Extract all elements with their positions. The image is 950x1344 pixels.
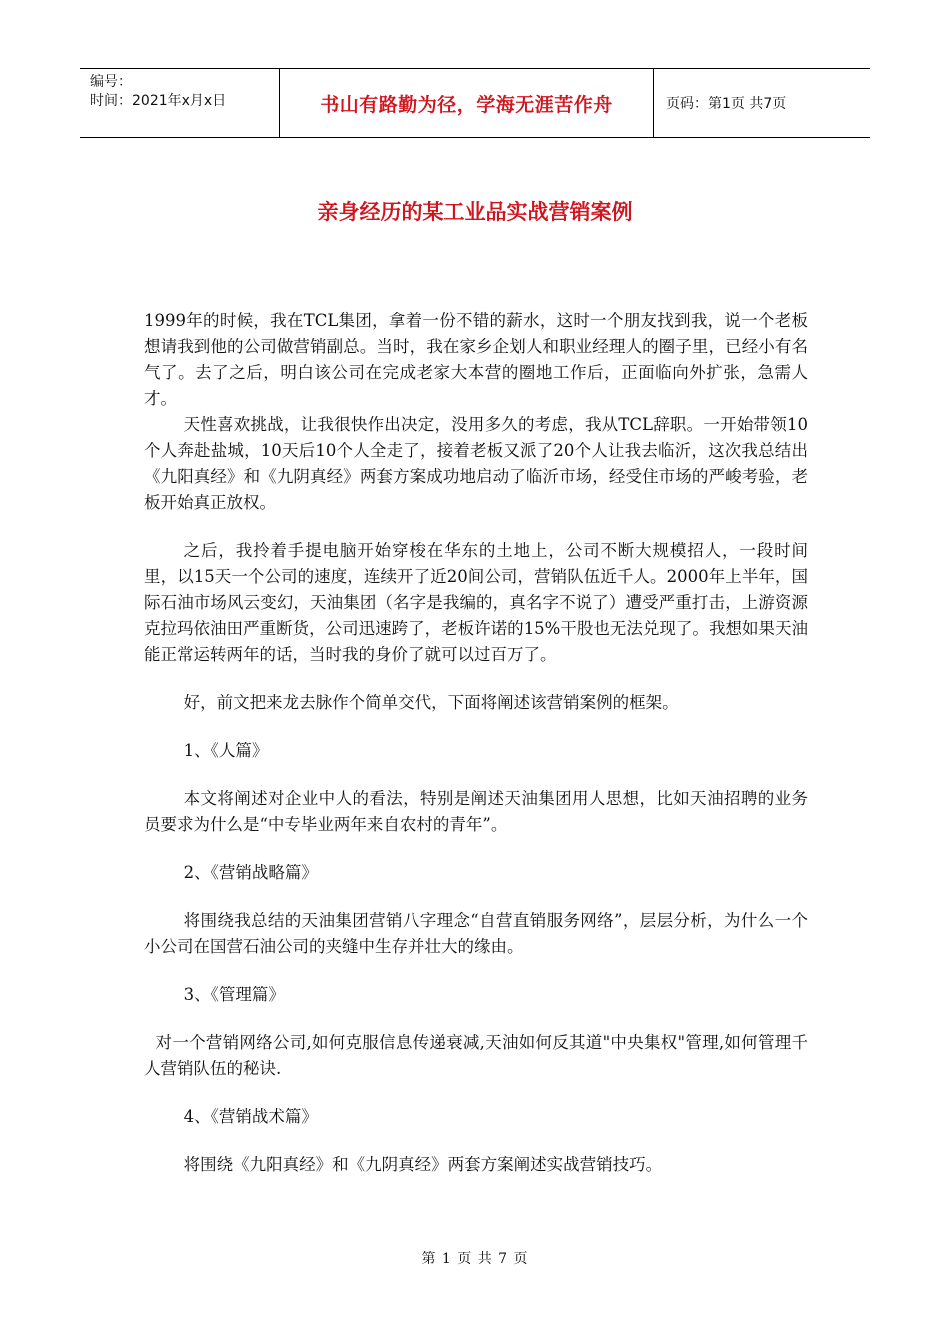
document-body xyxy=(144,308,808,1178)
time-label: 时间：2021年x月x日 xyxy=(90,93,227,109)
header-meta-cell xyxy=(80,69,280,137)
paragraph: 1999年的时候，我在TCL集团，拿着一份不错的薪水，这时一个朋友找到我，说一个老板想请我到他的公司做营销副总。当时，我在家乡企划人和职业经理人的圈子里，已经小有名气了。去了之后，明白该公司在完成老家大本营的圈地工作后，正面临向外扩张，急需人才。 xyxy=(144,311,808,408)
section-heading: 1、《人篇》 xyxy=(183,741,269,760)
paragraph: 将围绕《九阳真经》和《九阴真经》两套方案阐述实战营销技巧。 xyxy=(183,1155,663,1174)
section-heading: 3、《管理篇》 xyxy=(183,985,285,1004)
paragraph: 好，前文把来龙去脉作个简单交代，下面将阐述该营销案例的框架。 xyxy=(183,693,679,712)
header-table xyxy=(80,68,870,138)
paragraph: 天性喜欢挑战，让我很快作出决定，没用多久的考虑，我从TCL辞职。一开始带领10个人奔赴盐城，10天后10个人全走了，接着老板又派了20个人让我去临沂，这次我总结出《九阳真经》和《九阴真经》两套方案成功地启动了临沂市场，经受住市场的严峻考验，老板开始真正放权。 xyxy=(144,415,808,512)
number-label: 编号： xyxy=(90,74,132,90)
motto-text: 书山有路勤为径，学海无涯苦作舟 xyxy=(320,93,613,116)
motto-cell xyxy=(280,69,654,137)
page-info-cell xyxy=(654,69,870,137)
document-title: 亲身经历的某工业品实战营销案例 xyxy=(317,200,633,224)
paragraph: 将围绕我总结的天油集团营销八字理念“自营直销服务网络”，层层分析，为什么一个小公司在国营石油公司的夹缝中生存并壮大的缘由。 xyxy=(144,911,808,956)
page-info-text: 页码：第1页 共7页 xyxy=(666,96,787,112)
section-heading: 2、《营销战略篇》 xyxy=(183,863,318,882)
page-footer: 第 1 页 共 7 页 xyxy=(421,1251,529,1267)
paragraph: 本文将阐述对企业中人的看法，特别是阐述天油集团用人思想，比如天油招聘的业务员要求为什么是“中专毕业两年来自农村的青年”。 xyxy=(144,789,808,834)
section-heading: 4、《营销战术篇》 xyxy=(183,1107,318,1126)
paragraph: 对一个营销网络公司,如何克服信息传递衰减,天油如何反其道"中央集权"管理,如何管理千人营销队伍的秘诀. xyxy=(144,1033,808,1078)
paragraph: 之后，我拎着手提电脑开始穿梭在华东的土地上，公司不断大规模招人，一段时间里，以15天一个公司的速度，连续开了近20间公司，营销队伍近千人。2000年上半年，国际石油市场风云变幻，天油集团（名字是我编的，真名字不说了）遭受严重打击，上游资源克拉玛依油田严重断货，公司迅速跨了，老板许诺的15%干股也无法兑现了。我想如果天油能正常运转两年的话，当时我的身价了就可以过百万了。 xyxy=(144,541,808,664)
